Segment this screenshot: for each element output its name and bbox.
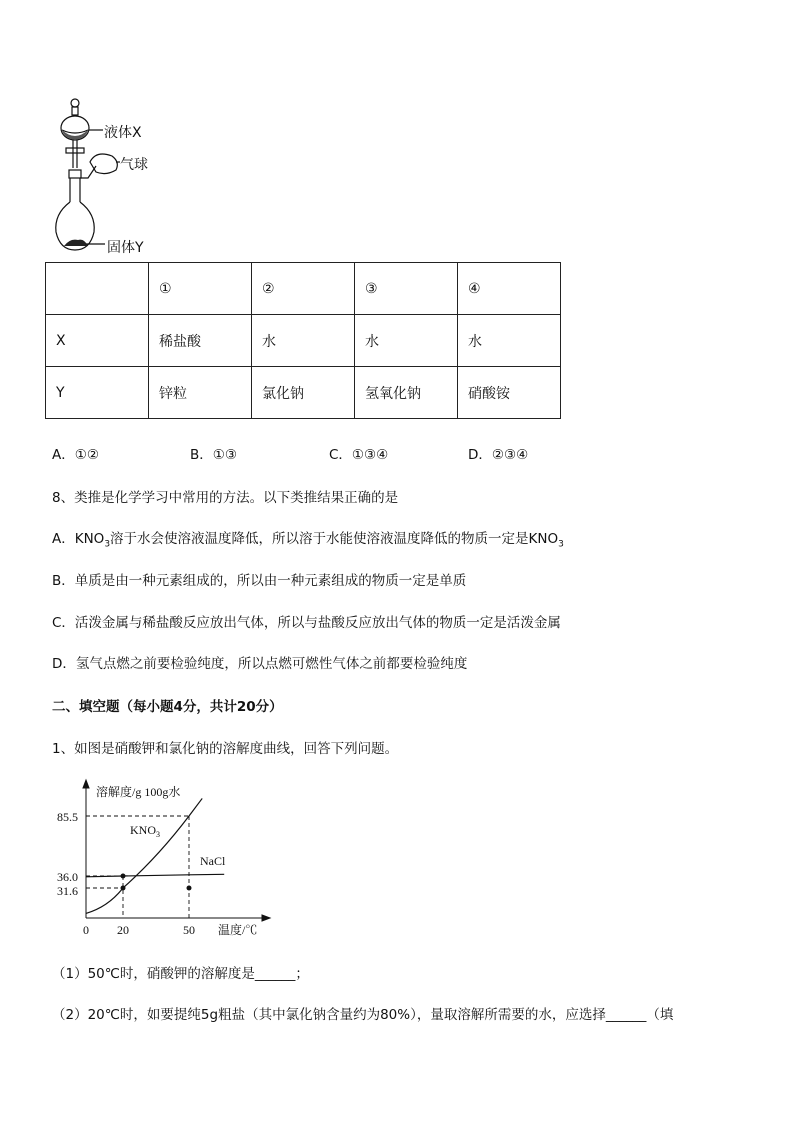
data-point bbox=[121, 886, 126, 891]
series-line-nacl bbox=[86, 874, 224, 877]
table-row bbox=[46, 315, 561, 367]
data-point bbox=[121, 874, 126, 879]
q8-option-b: B．单质是由一种元素组成的，所以由一种元素组成的物质一定是单质 bbox=[52, 573, 467, 589]
series-label-nacl: NaCl bbox=[200, 854, 226, 868]
table-cell: 水 bbox=[252, 315, 355, 367]
q7-option-d: D．②③④ bbox=[468, 447, 529, 463]
q8-option-a bbox=[52, 527, 564, 550]
q8-a-sub2: 3 bbox=[558, 539, 564, 550]
y-axis-arrow bbox=[83, 780, 89, 788]
q1-part-2: （2）20℃时，如要提纯5g粗盐（其中氯化钠含量约为80%），量取溶解所需要的水，应选择______（填 bbox=[52, 1007, 674, 1023]
table-cell: 锌粒 bbox=[149, 367, 252, 419]
table-cell: 氢氧化钠 bbox=[355, 367, 458, 419]
q8-a-prefix: A．KNO bbox=[52, 531, 105, 547]
table-cell: ② bbox=[252, 263, 355, 315]
x-tick-label: 20 bbox=[117, 923, 129, 937]
q8-a-mid: 溶于水会使溶液温度降低，所以溶于水能使溶液温度降低的物质一定是KNO bbox=[110, 531, 559, 547]
label-balloon: 气球 bbox=[120, 157, 148, 173]
chart-x-label: 温度/℃ bbox=[218, 923, 258, 937]
y-tick-label: 31.6 bbox=[57, 884, 78, 898]
table-row bbox=[46, 263, 561, 315]
table-cell: ③ bbox=[355, 263, 458, 315]
q7-option-a: A．①② bbox=[52, 447, 99, 463]
table-row bbox=[46, 367, 561, 419]
data-point bbox=[187, 886, 192, 891]
section-heading: 二、填空题（每小题4分，共计20分） bbox=[52, 699, 283, 715]
table-cell: 水 bbox=[458, 315, 561, 367]
table-cell: 氯化钠 bbox=[252, 367, 355, 419]
label-liquid-x: 液体X bbox=[104, 125, 142, 141]
table-cell: X bbox=[46, 315, 149, 367]
table-cell: Y bbox=[46, 367, 149, 419]
table-cell: 水 bbox=[355, 315, 458, 367]
q8-a-sub: 3 bbox=[104, 539, 111, 550]
x-tick-label: 0 bbox=[83, 923, 89, 937]
label-solid-y: 固体Y bbox=[107, 240, 144, 256]
q7-option-b: B．①③ bbox=[190, 447, 237, 463]
table-cell: 硝酸铵 bbox=[458, 367, 561, 419]
y-tick-label: 85.5 bbox=[57, 810, 78, 824]
q8-option-d: D．氢气点燃之前要检验纯度，所以点燃可燃性气体之前都要检验纯度 bbox=[52, 656, 468, 672]
table-cell: ④ bbox=[458, 263, 561, 315]
q1-part-1: （1）50℃时，硝酸钾的溶解度是______； bbox=[52, 966, 309, 982]
q1-stem: 1、如图是硝酸钾和氯化钠的溶解度曲线，回答下列问题。 bbox=[52, 741, 399, 757]
table-cell bbox=[46, 263, 149, 315]
x-axis-arrow bbox=[262, 915, 270, 921]
q8-stem: 8、类推是化学学习中常用的方法。以下类推结果正确的是 bbox=[52, 490, 399, 506]
series-label-kno3: $KNO_3$ bbox=[130, 823, 160, 839]
table-cell: ① bbox=[149, 263, 252, 315]
apparatus-figure bbox=[50, 90, 170, 260]
q8-option-c: C．活泼金属与稀盐酸反应放出气体，所以与盐酸反应放出气体的物质一定是活泼金属 bbox=[52, 615, 561, 631]
y-tick-label: 36.0 bbox=[57, 870, 78, 884]
table-cell: 稀盐酸 bbox=[149, 315, 252, 367]
chart-y-label: 溶解度/g 100g水 bbox=[96, 785, 181, 799]
q7-option-c: C．①③④ bbox=[329, 447, 389, 463]
experiment-table bbox=[45, 262, 561, 419]
solubility-chart bbox=[50, 778, 290, 943]
x-tick-label: 50 bbox=[183, 923, 195, 937]
